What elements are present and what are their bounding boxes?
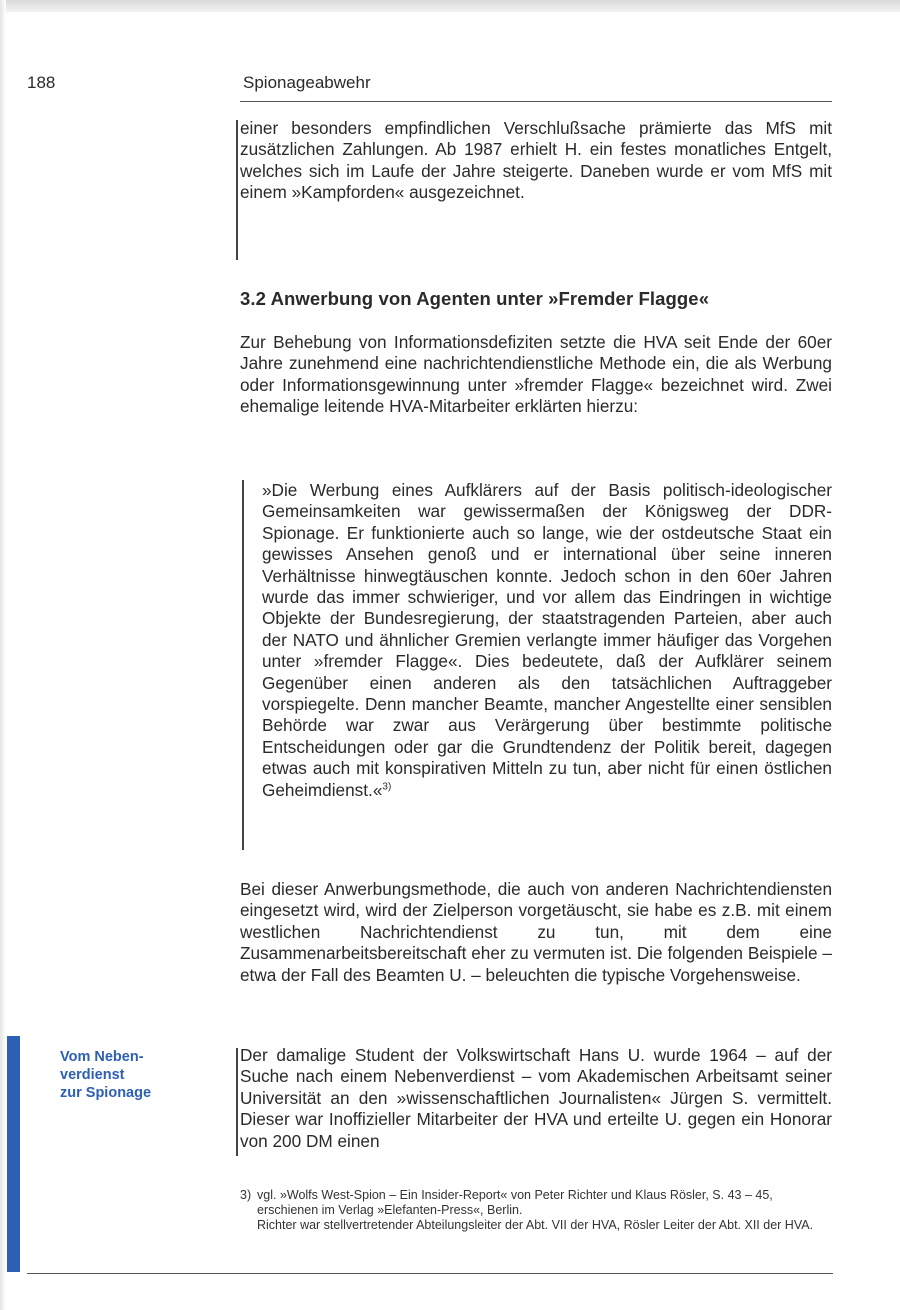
- header-rule: [240, 101, 832, 102]
- page-number: 188: [27, 73, 56, 92]
- footnote-number: 3): [240, 1188, 252, 1202]
- footnote-author-note: Richter war stellvertretender Abteilungsleiter der Abt. VII der HVA, Rösler Leiter der Abt. XII der HVA.: [257, 1218, 814, 1232]
- quote-text: »Die Werbung eines Aufklärers auf der Basis politisch-ideologischer Gemeinsamkeiten war gewissermaßen der Königsweg der DDR-Spionage. Er funktionierte auch so lange, wie der ostdeutsche Staat ein gewisses Ansehen genoß und er international über seine inneren Verhältnisse hinwegtäuschen konnte. Jedoch schon in den 60er Jahren wurde das immer schwieriger, und vor allem das Eindringen in wichtige Objekte der Bundesregierung, der staatstragenden Parteien, aber auch der NATO und ähnlicher Gremien verlangte immer häufiger das Vorgehen unter »fremder Flagge«. Dies bedeutete, daß der Aufklärer seinem Gegenüber einen anderen als den tatsächlichen Auftraggeber vorspiegelte. Denn mancher Beamte, mancher Angestellte einer sensiblen Behörde war zwar aus Verärgerung über bestimmte politische Entscheidungen oder gar die Grundtendenz der Politik bereit, dagegen etwas auch mit konspirativen Mitteln zu tun, aber nicht für einen östlichen Geheimdienst.«: [262, 480, 832, 800]
- marginal-note: [60, 1048, 180, 1102]
- paragraph-case: [240, 1045, 832, 1152]
- marginal-note-line-3: zur Spionage: [60, 1085, 152, 1101]
- change-bar-1: [236, 120, 238, 260]
- block-quote: [262, 480, 832, 801]
- paragraph-continued: [240, 118, 832, 204]
- footer-rule: [27, 1273, 833, 1274]
- footnote-body: [257, 1188, 834, 1233]
- footnote-reference: 3): [382, 780, 392, 792]
- change-bar-quote: [242, 480, 244, 850]
- marginal-note-line-1: Vom Neben-: [60, 1049, 144, 1065]
- scan-shadow-left: [0, 0, 6, 1310]
- footnote-row: [240, 1188, 834, 1233]
- footnote: [240, 1188, 834, 1233]
- marginal-note-line-2: verdienst: [60, 1067, 125, 1083]
- paragraph-method: [240, 879, 832, 986]
- footnote-citation: vgl. »Wolfs West-Spion – Ein Insider-Report« von Peter Richter und Klaus Rösler, S. 43 – 45, erschienen im Verlag »Elefanten-Press«, Berlin.: [257, 1188, 773, 1217]
- running-title: Spionageabwehr: [243, 73, 371, 92]
- chapter-tab-marker: [7, 1036, 20, 1272]
- section-heading: 3.2 Anwerbung von Agenten unter »Fremder Flagge«: [240, 288, 710, 309]
- page-header: [27, 70, 835, 94]
- scan-shadow-top: [0, 0, 900, 12]
- paragraph-1-text: einer besonders empfindlichen Verschlußsache prämierte das MfS mit zusätzlichen Zahlungen. Ab 1987 erhielt H. ein festes monatliches Entgelt, welches sich im Laufe der Jahre steigerte. Daneben wurde er vom MfS mit einem »Kampforden« ausgezeichnet.: [240, 118, 832, 203]
- quote-paragraph: [262, 480, 832, 801]
- paragraph-3-text: Bei dieser Anwerbungsmethode, die auch von anderen Nachrichtendiensten eingesetzt wird, wird der Zielperson vorgetäuscht, sie habe es z.B. mit einem westlichen Nachrichtendienst zu tun, mit dem eine Zusammenarbeitsbereitschaft eher zu vermuten ist. Die folgenden Beispiele – etwa der Fall des Beamten U. – beleuchten die typische Vorgehensweise.: [240, 879, 832, 985]
- paragraph-intro: [240, 332, 832, 418]
- change-bar-case: [236, 1048, 238, 1156]
- paragraph-4-text: Der damalige Student der Volkswirtschaft Hans U. wurde 1964 – auf der Suche nach einem Nebenverdienst – vom Akademischen Arbeitsamt seiner Universität an den »wissenschaftlichen Journalisten« Jürgen S. vermittelt. Dieser war Inoffizieller Mitarbeiter der HVA und erteilte U. gegen ein Honorar von 200 DM einen: [240, 1045, 832, 1151]
- paragraph-2-text: Zur Behebung von Informationsdefiziten setzte die HVA seit Ende der 60er Jahre zunehmend eine nachrichtendienstliche Methode ein, die als Werbung oder Informationsgewinnung unter »fremder Flagge« bezeichnet wird. Zwei ehemalige leitende HVA-Mitarbeiter erklärten hierzu:: [240, 332, 832, 417]
